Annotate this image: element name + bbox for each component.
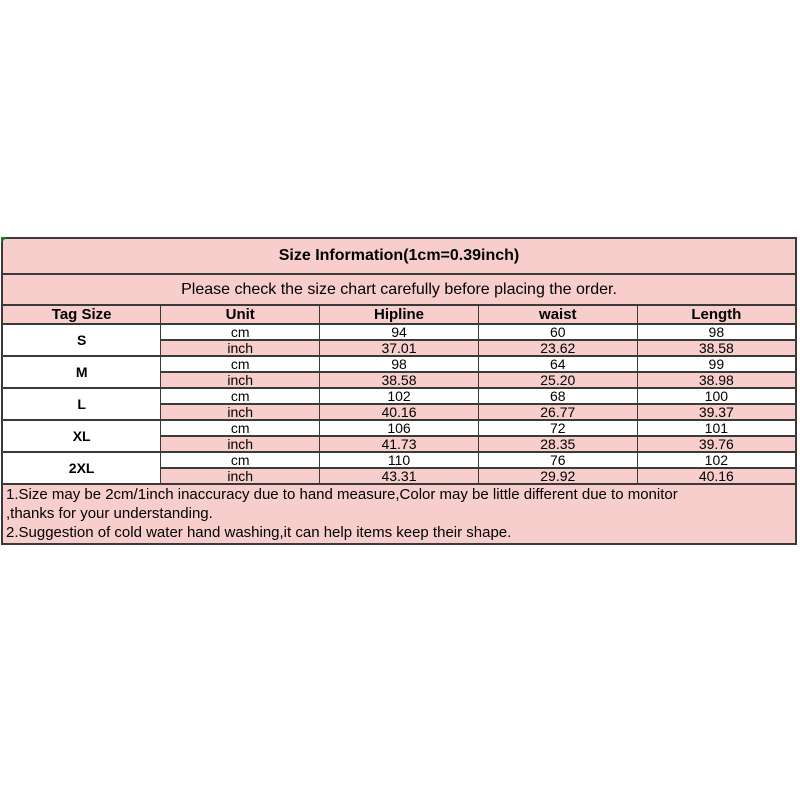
value-cell: 98 xyxy=(320,356,479,372)
col-header-hipline: Hipline xyxy=(320,305,479,324)
value-cell: 43.31 xyxy=(320,468,479,484)
unit-cell: inch xyxy=(161,372,320,388)
unit-cell: cm xyxy=(161,420,320,436)
value-cell: 25.20 xyxy=(478,372,637,388)
value-cell: 102 xyxy=(320,388,479,404)
value-cell: 39.76 xyxy=(637,436,796,452)
value-cell: 100 xyxy=(637,388,796,404)
size-label: S xyxy=(2,324,161,356)
col-header-waist: waist xyxy=(478,305,637,324)
value-cell: 26.77 xyxy=(478,404,637,420)
value-cell: 110 xyxy=(320,452,479,468)
value-cell: 38.58 xyxy=(637,340,796,356)
table-notice: Please check the size chart carefully before placing the order. xyxy=(2,274,796,305)
value-cell: 94 xyxy=(320,324,479,340)
value-cell: 38.58 xyxy=(320,372,479,388)
value-cell: 37.01 xyxy=(320,340,479,356)
size-label: L xyxy=(2,388,161,420)
value-cell: 64 xyxy=(478,356,637,372)
value-cell: 106 xyxy=(320,420,479,436)
note-line-2: ,thanks for your understanding. xyxy=(6,505,213,522)
size-label: 2XL xyxy=(2,452,161,484)
unit-cell: inch xyxy=(161,340,320,356)
table-row xyxy=(2,388,796,404)
value-cell: 72 xyxy=(478,420,637,436)
unit-cell: cm xyxy=(161,356,320,372)
value-cell: 29.92 xyxy=(478,468,637,484)
value-cell: 76 xyxy=(478,452,637,468)
notes-row xyxy=(2,484,796,544)
value-cell: 60 xyxy=(478,324,637,340)
value-cell: 98 xyxy=(637,324,796,340)
unit-cell: inch xyxy=(161,404,320,420)
value-cell: 40.16 xyxy=(637,468,796,484)
table-title: Size Information(1cm=0.39inch) xyxy=(2,238,796,274)
value-cell: 41.73 xyxy=(320,436,479,452)
table-row xyxy=(2,420,796,436)
unit-cell: inch xyxy=(161,436,320,452)
size-chart-table xyxy=(1,237,797,545)
unit-cell: inch xyxy=(161,468,320,484)
column-header-row xyxy=(2,305,796,324)
value-cell: 99 xyxy=(637,356,796,372)
value-cell: 38.98 xyxy=(637,372,796,388)
notes-cell xyxy=(2,484,796,544)
value-cell: 28.35 xyxy=(478,436,637,452)
value-cell: 102 xyxy=(637,452,796,468)
excel-corner-marker-icon xyxy=(1,237,7,243)
col-header-unit: Unit xyxy=(161,305,320,324)
value-cell: 23.62 xyxy=(478,340,637,356)
table-row xyxy=(2,324,796,340)
notice-row xyxy=(2,274,796,305)
note-line-1: 1.Size may be 2cm/1inch inaccuracy due to hand measure,Color may be little different due to monitor xyxy=(6,486,678,503)
value-cell: 68 xyxy=(478,388,637,404)
table-row xyxy=(2,356,796,372)
note-line-3: 2.Suggestion of cold water hand washing,it can help items keep their shape. xyxy=(6,524,512,541)
value-cell: 39.37 xyxy=(637,404,796,420)
unit-cell: cm xyxy=(161,388,320,404)
size-label: XL xyxy=(2,420,161,452)
value-cell: 40.16 xyxy=(320,404,479,420)
title-row xyxy=(2,238,796,274)
value-cell: 101 xyxy=(637,420,796,436)
col-header-tag-size: Tag Size xyxy=(2,305,161,324)
col-header-length: Length xyxy=(637,305,796,324)
size-label: M xyxy=(2,356,161,388)
size-chart xyxy=(1,237,797,545)
table-row xyxy=(2,452,796,468)
unit-cell: cm xyxy=(161,324,320,340)
unit-cell: cm xyxy=(161,452,320,468)
